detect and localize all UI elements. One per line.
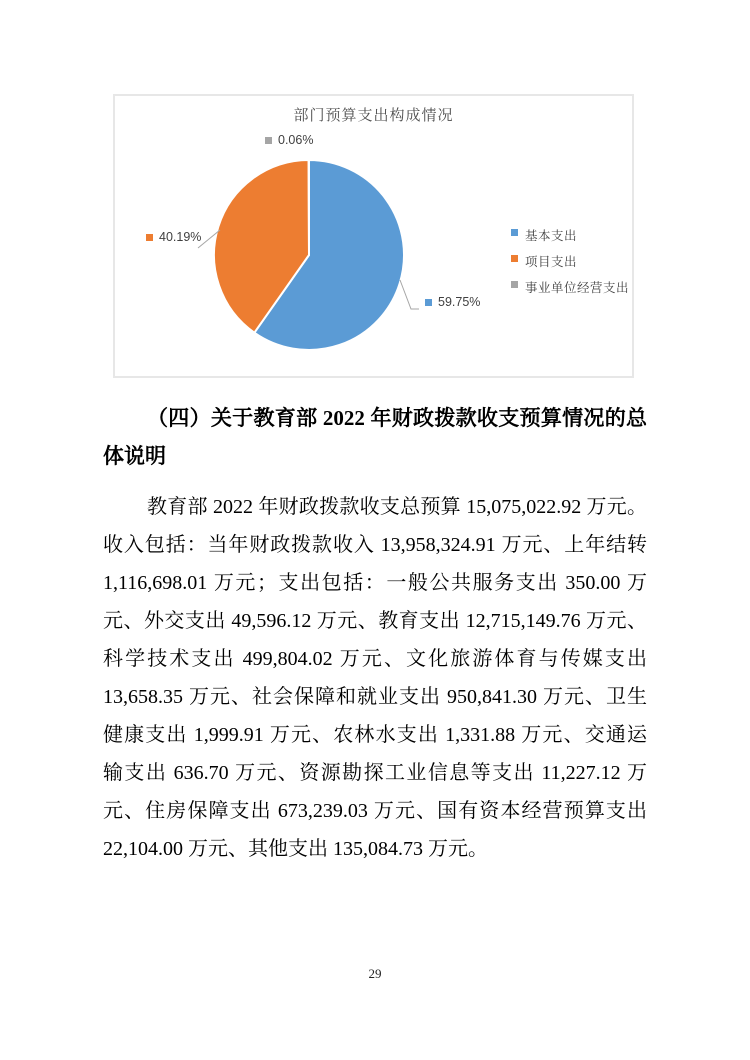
body-line: 1,116,698.01 万元；支出包括：一般公共服务支出 350.00 万 xyxy=(103,572,647,594)
page-number: 29 xyxy=(368,966,382,981)
section-heading xyxy=(103,399,647,475)
body-line: 22,104.00 万元、其他支出 135,084.73 万元。 xyxy=(103,838,488,860)
blue-swatch-icon xyxy=(425,299,432,306)
body-line: 输支出 636.70 万元、资源勘探工业信息等支出 11,227.12 万 xyxy=(103,762,647,784)
heading-line: 体说明 xyxy=(103,444,166,468)
chart-title: 部门预算支出构成情况 xyxy=(293,107,454,124)
legend-item-basic xyxy=(511,226,629,244)
body-line: 13,658.35 万元、社会保障和就业支出 950,841.30 万元、卫生 xyxy=(103,686,647,708)
legend-item-operating xyxy=(511,278,629,296)
pie-slices xyxy=(214,160,404,350)
pie-chart-frame xyxy=(113,94,634,378)
body-line: 科学技术支出 499,804.02 万元、文化旅游体育与传媒支出 xyxy=(103,648,647,670)
body-line: 收入包括：当年财政拨款收入 13,958,324.91 万元、上年结转 xyxy=(103,534,647,556)
data-label-orange-text: 40.19% xyxy=(159,230,202,244)
legend-label: 项目支出 xyxy=(525,255,578,269)
data-label-orange xyxy=(146,230,201,244)
legend-label: 事业单位经营支出 xyxy=(525,281,630,295)
orange-swatch-icon xyxy=(146,234,153,241)
body-line: 健康支出 1,999.91 万元、农林水支出 1,331.88 万元、交通运 xyxy=(103,724,647,746)
body-line: 元、住房保障支出 673,239.03 万元、国有资本经营预算支出 xyxy=(103,800,647,822)
gray-swatch-icon xyxy=(265,137,272,144)
leader-line-blue xyxy=(400,280,419,309)
data-label-blue-text: 59.75% xyxy=(438,295,481,309)
chart-legend xyxy=(511,226,629,304)
legend-gray-swatch-icon xyxy=(511,281,518,288)
legend-orange-swatch-icon xyxy=(511,255,518,262)
data-label-gray-text: 0.06% xyxy=(278,133,314,147)
body-paragraph xyxy=(103,488,647,868)
legend-item-project xyxy=(511,252,629,270)
legend-blue-swatch-icon xyxy=(511,229,518,236)
legend-label: 基本支出 xyxy=(525,229,578,243)
heading-line: （四）关于教育部 2022 年财政拨款收支预算情况的总 xyxy=(147,406,647,430)
body-line: 教育部 2022 年财政拨款收支总预算 15,075,022.92 万元。 xyxy=(147,496,647,518)
data-label-blue xyxy=(425,295,480,309)
data-label-gray xyxy=(265,133,313,147)
body-line: 元、外交支出 49,596.12 万元、教育支出 12,715,149.76 万元、 xyxy=(103,610,647,632)
